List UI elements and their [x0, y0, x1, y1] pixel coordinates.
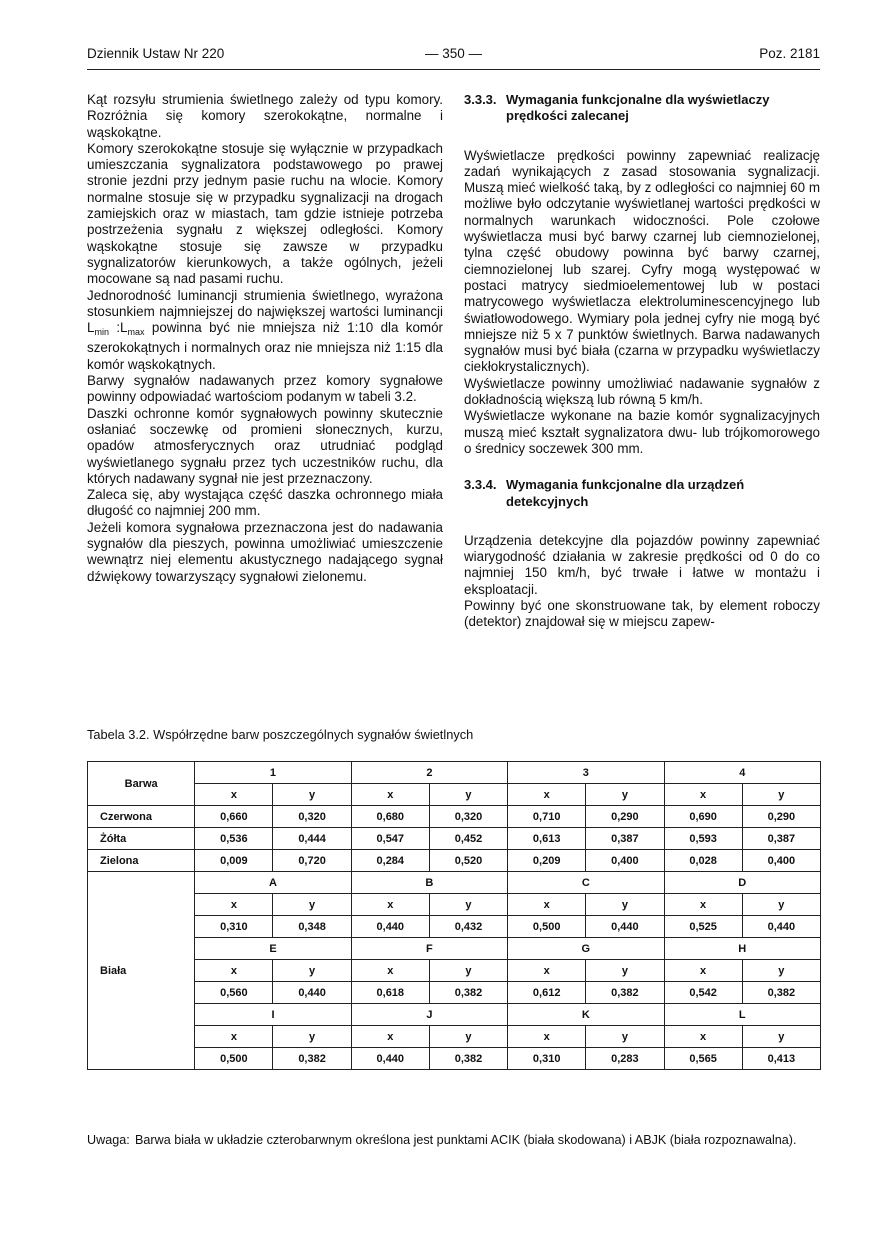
- table-cell: x: [351, 960, 429, 982]
- paragraph: Daszki ochronne komór sygnałowych powinny skutecznie osłaniać soczewkę od promieni słonecznych, kurzu, opadów atmosferycznych oraz utrudniać podgląd wyświetlanego sygnału przez tych uczestników ruchu, dla których nadawany sygnał nie jest przeznaczony.: [87, 405, 443, 486]
- table-cell: 0,400: [586, 850, 664, 872]
- left-column: [87, 92, 443, 585]
- page-number: — 350 —: [424, 46, 483, 61]
- header-cell: 1: [195, 762, 351, 784]
- header-cell: Barwa: [88, 762, 195, 806]
- table-cell: y: [742, 784, 820, 806]
- table-cell: D: [664, 872, 821, 894]
- table-cell: y: [429, 784, 507, 806]
- table-cell: 0,660: [195, 806, 273, 828]
- table-cell: 0,547: [351, 828, 429, 850]
- table-cell: x: [195, 1026, 273, 1048]
- header-cell: 4: [664, 762, 821, 784]
- table-cell: 0,440: [351, 916, 429, 938]
- table-cell: x: [664, 894, 742, 916]
- table-cell: y: [586, 1026, 664, 1048]
- table-cell: y: [742, 960, 820, 982]
- table-cell: J: [351, 1004, 507, 1026]
- table-cell: 0,542: [664, 982, 742, 1004]
- page-header: [87, 46, 820, 66]
- table-cell: x: [664, 960, 742, 982]
- color-coordinates-table: [87, 761, 821, 1070]
- table-cell: 0,387: [742, 828, 820, 850]
- table-cell: 0,382: [429, 982, 507, 1004]
- table-cell: x: [508, 894, 586, 916]
- table-row: [88, 938, 821, 960]
- table-caption: Tabela 3.2. Współrzędne barw poszczególnych sygnałów świetlnych: [87, 727, 474, 742]
- table-cell: 0,440: [351, 1048, 429, 1070]
- table-row: [88, 762, 821, 784]
- table-cell: 0,536: [195, 828, 273, 850]
- header-rule: [87, 69, 820, 70]
- table-cell: 0,382: [586, 982, 664, 1004]
- row-label: Zielona: [88, 850, 195, 872]
- table-cell: y: [586, 894, 664, 916]
- paragraph: Powinny być one skonstruowane tak, by element roboczy (detektor) znajdował się w miejscu zapew-: [464, 598, 820, 630]
- table-cell: 0,440: [586, 916, 664, 938]
- table-cell: 0,500: [195, 1048, 273, 1070]
- table-cell: y: [586, 960, 664, 982]
- table-cell: 0,400: [742, 850, 820, 872]
- table-row: [88, 894, 821, 916]
- position-number: Poz. 2181: [759, 46, 820, 61]
- header-cell: 3: [508, 762, 664, 784]
- row-label-white: Biała: [88, 872, 195, 1070]
- table-cell: y: [429, 894, 507, 916]
- table-cell: 0,290: [742, 806, 820, 828]
- table-cell: C: [508, 872, 664, 894]
- table-cell: 0,560: [195, 982, 273, 1004]
- table-cell: 0,348: [273, 916, 351, 938]
- paragraph: Zaleca się, aby wystająca część daszka ochronnego miała długość co najmniej 200 mm.: [87, 487, 443, 519]
- table-row: [88, 806, 821, 828]
- table-cell: x: [508, 1026, 586, 1048]
- table-cell: 0,290: [586, 806, 664, 828]
- table-cell: y: [586, 784, 664, 806]
- table-cell: x: [351, 1026, 429, 1048]
- table-cell: 0,452: [429, 828, 507, 850]
- table-cell: 0,320: [429, 806, 507, 828]
- paragraph: Wyświetlacze prędkości powinny zapewniać realizację zadań wynikających z zasad stosowania sygnalizacji. Muszą mieć wielkość taką, by z odległości co najmniej 60 m możliwe było odczytanie wyświetlanej wartości prędkości w normalnych warunkach widoczności. Pole czołowe wyświetlacza musi być barwy czarnej lub ciemnozielonej, tylna część obudowy powinna być barwy czarnej, ciemnozielonej lub szarej. Cyfry mogą występować w postaci matrycy siedmioelementowej lub w postaci matrycowego wyświetlacza elektroluminescencyjnego lub światłowodowego. Wymiary pola jednej cyfry nie mogą być mniejsze niż 5 x 7 punktów świetlnych. Barwa nadawanych sygnałów musi być biała (czarna w przypadku wyświetlaczy ciekłokrystalicznych).: [464, 147, 820, 375]
- table-cell: 0,612: [508, 982, 586, 1004]
- table-cell: x: [195, 894, 273, 916]
- section-heading-333: 3.3.3. Wymagania funkcjonalne dla wyświetlaczy prędkości zalecanej: [464, 92, 770, 124]
- row-label: Czerwona: [88, 806, 195, 828]
- table-row: [88, 982, 821, 1004]
- table-cell: 0,440: [273, 982, 351, 1004]
- table-cell: B: [351, 872, 507, 894]
- table-row: [88, 960, 821, 982]
- table-cell: L: [664, 1004, 821, 1026]
- table-cell: 0,444: [273, 828, 351, 850]
- table-cell: 0,593: [664, 828, 742, 850]
- table-cell: y: [429, 960, 507, 982]
- table-cell: K: [508, 1004, 664, 1026]
- table-cell: y: [273, 960, 351, 982]
- table-cell: y: [742, 1026, 820, 1048]
- table-cell: 0,413: [742, 1048, 820, 1070]
- table-cell: y: [273, 1026, 351, 1048]
- table-cell: 0,382: [742, 982, 820, 1004]
- table-cell: 0,680: [351, 806, 429, 828]
- table-cell: G: [508, 938, 664, 960]
- paragraph: Wyświetlacze powinny umożliwiać nadawanie sygnałów z dokładnością większą lub równą 5 km/h.: [464, 375, 820, 408]
- table-row: [88, 784, 821, 806]
- paragraph: Urządzenia detekcyjne dla pojazdów powinny zapewniać wiarygodność działania w zakresie prędkości od 0 do co najmniej 150 km/h, być trwałe i łatwe w montażu i eksploatacji.: [464, 532, 820, 597]
- table-cell: x: [664, 1026, 742, 1048]
- note-text: Barwa biała w układzie czterobarwnym określona jest punktami ACIK (biała skodowana) i ABJK (biała rozpoznawalna).: [135, 1133, 797, 1147]
- table-cell: 0,028: [664, 850, 742, 872]
- table-cell: 0,320: [273, 806, 351, 828]
- table-row: [88, 1048, 821, 1070]
- paragraph: Jeżeli komora sygnałowa przeznaczona jest do nadawania sygnałów dla pieszych, powinna umożliwiać umieszczenie wewnątrz niej elementu akustycznego nadającego sygnał dźwiękowy towarzyszący sygnałowi zielonemu.: [87, 519, 443, 584]
- table-cell: 0,382: [429, 1048, 507, 1070]
- table-cell: 0,440: [742, 916, 820, 938]
- table-cell: 0,720: [273, 850, 351, 872]
- table-cell: 0,310: [508, 1048, 586, 1070]
- table-cell: 0,432: [429, 916, 507, 938]
- table-cell: H: [664, 938, 821, 960]
- table-cell: 0,520: [429, 850, 507, 872]
- table-row: [88, 850, 821, 872]
- table-cell: y: [742, 894, 820, 916]
- table-row: [88, 828, 821, 850]
- table-cell: 0,710: [508, 806, 586, 828]
- table-note: [87, 1132, 820, 1148]
- paragraph: Komory szerokokątne stosuje się wyłącznie w przypadkach umieszczania sygnalizatora podstawowego po prawej stronie jezdni przy jednym pasie ruchu na wlocie. Komory normalne stosuje się w przypadku sygnalizacji na drogach zamiejskich oraz w miastach, tam gdzie istnieje potrzeba postrzeżenia sygnału z większej odległości. Komory wąskokątne stosuje się zawsze w przypadku sygnalizatorów kierunkowych, a także ogólnych, jeżeli mocowane są nad pasami ruchu.: [87, 140, 443, 287]
- table-cell: 0,690: [664, 806, 742, 828]
- table-cell: x: [508, 784, 586, 806]
- subscript-min: min: [94, 327, 109, 338]
- table-cell: I: [195, 1004, 351, 1026]
- table-cell: 0,387: [586, 828, 664, 850]
- table-cell: y: [273, 784, 351, 806]
- table-cell: 0,382: [273, 1048, 351, 1070]
- table-cell: x: [351, 894, 429, 916]
- row-label: Żółta: [88, 828, 195, 850]
- table-cell: x: [195, 784, 273, 806]
- table-row: [88, 1026, 821, 1048]
- table-cell: x: [508, 960, 586, 982]
- paragraph: Wyświetlacze wykonane na bazie komór sygnalizacyjnych muszą mieć kształt sygnalizatora dwu- lub trójkomorowego o średnicy soczewek 300 mm.: [464, 408, 820, 456]
- subscript-max: max: [127, 327, 145, 338]
- table-cell: E: [195, 938, 351, 960]
- table-cell: 0,284: [351, 850, 429, 872]
- table-cell: 0,618: [351, 982, 429, 1004]
- table-cell: x: [664, 784, 742, 806]
- table-cell: 0,009: [195, 850, 273, 872]
- right-column: [464, 92, 820, 631]
- table-cell: 0,613: [508, 828, 586, 850]
- table-cell: y: [429, 1026, 507, 1048]
- paragraph: Kąt rozsyłu strumienia świetlnego zależy od typu komory. Rozróżnia się komory szerokokątne, normalne i wąskokątne.: [87, 92, 443, 140]
- paragraph: Barwy sygnałów nadawanych przez komory sygnałowe powinny odpowiadać wartościom podanym w tabeli 3.2.: [87, 373, 443, 405]
- note-label: Uwaga:: [87, 1133, 130, 1147]
- table-row: [88, 916, 821, 938]
- table-cell: 0,525: [664, 916, 742, 938]
- table-cell: A: [195, 872, 351, 894]
- journal-title: Dziennik Ustaw Nr 220: [87, 46, 225, 61]
- table-cell: 0,310: [195, 916, 273, 938]
- section-heading-334: 3.3.4. Wymagania funkcjonalne dla urządzeń detekcyjnych: [464, 477, 745, 509]
- table-row: [88, 872, 821, 894]
- table-cell: 0,283: [586, 1048, 664, 1070]
- table-cell: x: [195, 960, 273, 982]
- table-cell: 0,565: [664, 1048, 742, 1070]
- table-cell: y: [273, 894, 351, 916]
- table-cell: x: [351, 784, 429, 806]
- table-cell: 0,500: [508, 916, 586, 938]
- paragraph-luminance: Jednorodność luminancji strumienia świetlnego, wyrażona stosunkiem najmniejszej do największej wartości luminancji $L_{min}$ $:L_{max}$ powinna być nie mniejsza niż 1:10 dla komór szerokokątnych i normalnych oraz nie mniejsza niż 1:15 dla komór wąskokątnych.: [87, 287, 443, 372]
- table-row: [88, 1004, 821, 1026]
- table-cell: 0,209: [508, 850, 586, 872]
- header-cell: 2: [351, 762, 507, 784]
- table-cell: F: [351, 938, 507, 960]
